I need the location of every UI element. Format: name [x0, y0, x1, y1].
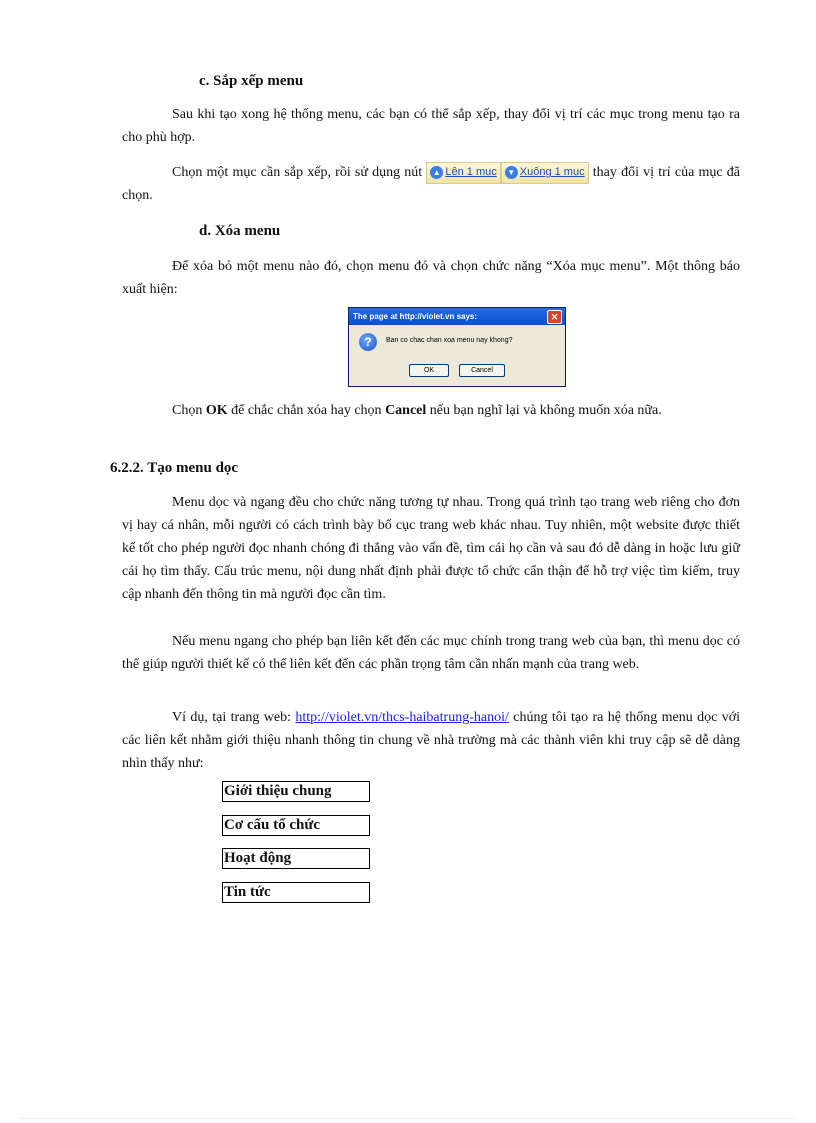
menu-item-co-cau-to-chuc[interactable]: Cơ cấu tổ chức: [222, 815, 370, 836]
cancel-emphasis: Cancel: [385, 403, 427, 418]
dialog-ok-button[interactable]: OK: [409, 364, 449, 377]
paragraph-text: Ví dụ, tại trang web:: [172, 710, 296, 725]
menu-item-gioi-thieu-chung[interactable]: Giới thiệu chung: [222, 781, 370, 802]
close-icon[interactable]: ✕: [547, 310, 562, 324]
heading-xoa-menu: d. Xóa menu: [199, 223, 281, 239]
question-icon: ?: [359, 333, 377, 351]
ok-emphasis: OK: [205, 403, 228, 418]
paragraph-text: Chọn: [172, 403, 206, 418]
paragraph-menu-doc-compare: Nếu menu ngang cho phép bạn liên kết đến các mục chính trong trang web của bạn, thì menu dọc có thể giúp người thiết kế có thể liên kết đến các phần trọng tâm cần nhấn mạnh của trang web.: [122, 634, 740, 672]
move-up-label: Lên 1 mục: [445, 166, 497, 179]
confirm-dialog: [348, 307, 566, 387]
example-site-link[interactable]: http://violet.vn/thcs-haibatrung-hanoi/: [295, 710, 509, 725]
paragraph-text: thay đổi vị trí của mục đã chọn.: [122, 165, 740, 203]
dialog-titlebar: [349, 308, 565, 325]
dialog-message: Ban co chac chan xoa menu nay khong?: [386, 337, 513, 344]
heading-sap-xep-menu: c. Sắp xếp menu: [199, 73, 304, 89]
paragraph-xoa-intro: Để xóa bỏ một menu nào đó, chọn menu đó và chọn chức năng “Xóa mục menu”. Một thông báo xuất hiện:: [122, 259, 740, 297]
arrow-up-icon: ▲: [430, 166, 443, 179]
paragraph-menu-doc-intro: Menu dọc và ngang đều cho chức năng tương tự nhau. Trong quá trình tạo trang web riêng cho đơn vị hay cá nhân, mỗi người có cách trình bày bố cục trang web khác nhau. Tuy nhiên, một website được thiết kế tốt cho phép người đọc nhanh chóng đi thẳng vào vấn đề, tìm cái họ cần và sau đó dễ dàng in hoặc lưu giữ cái họ tìm thấy. Cấu trúc menu, nội dung nhất định phải được tổ chức cẩn thận để hỗ trợ việc tìm kiếm, truy cập nhanh đến thông tin mà người đọc cần tìm.: [122, 495, 740, 602]
paragraph-xoa-confirm: [122, 399, 740, 422]
paragraph-text: Chọn một mục cần sắp xếp, rồi sử dụng nút: [172, 165, 427, 180]
heading-tao-menu-doc: 6.2.2. Tạo menu dọc: [110, 460, 239, 476]
paragraph-text: chúng tôi tạo ra hệ thống menu dọc với các liên kết nhằm giới thiệu nhanh thông tin chung về nhà trường mà các thành viên khi truy cập sẽ dễ dàng nhìn thấy như:: [122, 710, 740, 771]
paragraph-sap-xep-buttons: [122, 161, 740, 207]
menu-item-hoat-dong[interactable]: Hoạt động: [222, 848, 370, 869]
page-bottom-divider: [20, 1118, 796, 1119]
paragraph-text: để chắc chắn xóa hay chọn: [227, 403, 386, 418]
move-up-button[interactable]: [426, 162, 500, 184]
dialog-cancel-button[interactable]: Cancel: [459, 364, 505, 377]
paragraph-sap-xep-intro: Sau khi tạo xong hệ thống menu, các bạn có thể sắp xếp, thay đổi vị trí các mục trong menu tạo ra cho phù hợp.: [122, 107, 740, 145]
move-down-label: Xuống 1 mục: [519, 166, 585, 179]
arrow-down-icon: ▼: [505, 166, 518, 179]
menu-item-tin-tuc[interactable]: Tin tức: [222, 882, 370, 903]
paragraph-menu-doc-example: [122, 706, 740, 775]
paragraph-text: nếu bạn nghĩ lại và không muốn xóa nữa.: [426, 403, 662, 418]
move-down-button[interactable]: [501, 162, 589, 184]
dialog-title: The page at http://violet.vn says:: [353, 312, 478, 321]
